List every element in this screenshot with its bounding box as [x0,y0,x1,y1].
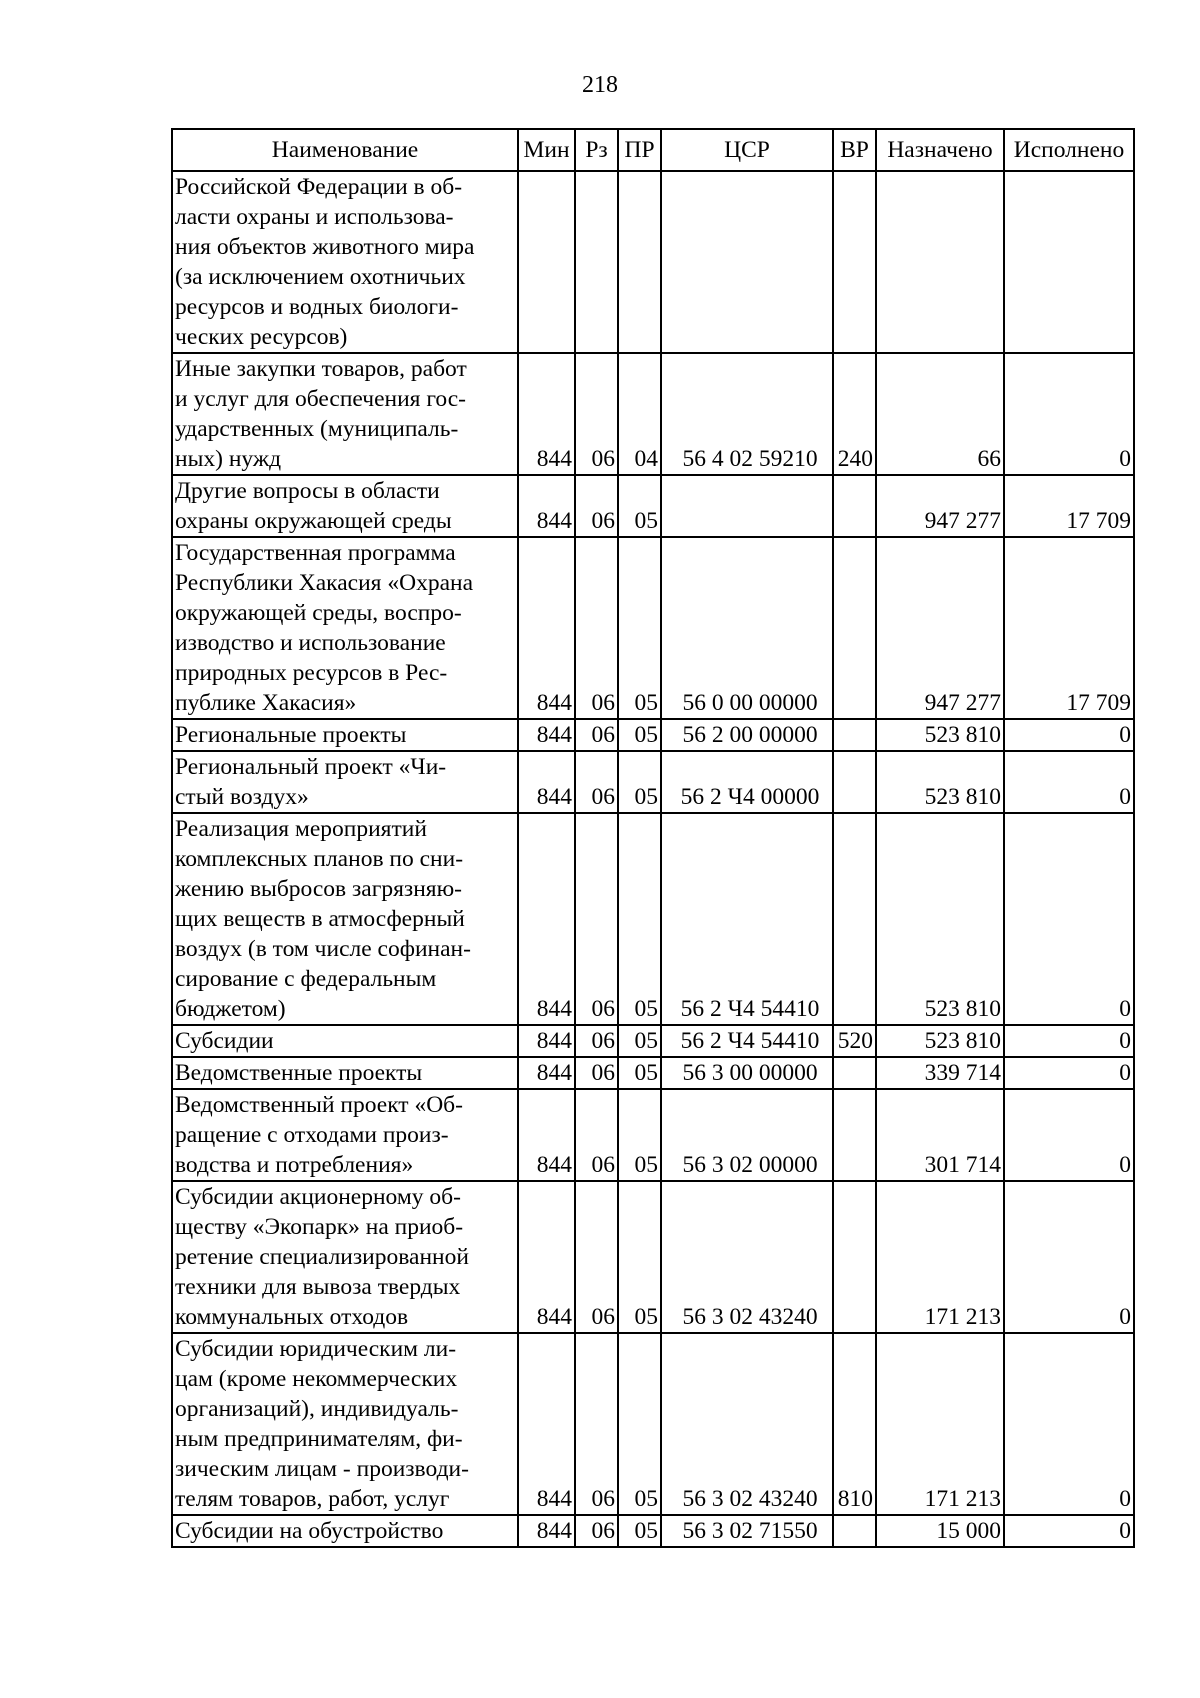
table-row [172,1333,1134,1515]
table-row [172,1515,1134,1547]
table-row [172,719,1134,751]
cell-csr: 56 4 02 59210 [661,353,833,475]
cell-name-line: водства и потребления» [175,1152,414,1178]
cell-name-line: Субсидии [175,1028,274,1054]
cell-name-line: стый воздух» [175,784,309,810]
cell-executed: 17 709 [1004,537,1134,719]
cell-name-line: щих веществ в атмосферный [175,906,465,932]
cell-assigned: 339 714 [876,1057,1004,1089]
cell-min: 844 [518,1057,575,1089]
cell-name-line: Ведомственный проект «Об- [175,1092,463,1118]
cell-vr [833,1089,876,1181]
cell-min: 844 [518,1515,575,1547]
cell-pr: 05 [618,475,661,537]
cell-name [172,813,518,1025]
cell-assigned: 947 277 [876,537,1004,719]
cell-executed: 0 [1004,1057,1134,1089]
cell-name-line: Другие вопросы в области [175,478,440,504]
cell-csr: 56 3 02 71550 [661,1515,833,1547]
cell-assigned: 171 213 [876,1333,1004,1515]
header-pr: ПР [618,129,661,171]
cell-name-line: ращение с отходами произ- [175,1122,449,1148]
cell-csr: 56 3 02 00000 [661,1089,833,1181]
cell-vr [833,1515,876,1547]
cell-executed: 0 [1004,1515,1134,1547]
cell-name-line: ударственных (муниципаль- [175,416,459,442]
cell-name-line: Региональный проект «Чи- [175,754,447,780]
cell-vr [833,1181,876,1333]
cell-assigned: 171 213 [876,1181,1004,1333]
cell-pr: 05 [618,751,661,813]
cell-name-line: телям товаров, работ, услуг [175,1486,450,1512]
cell-min: 844 [518,353,575,475]
cell-name-line: организаций), индивидуаль- [175,1396,459,1422]
cell-assigned: 15 000 [876,1515,1004,1547]
cell-rz: 06 [575,353,618,475]
cell-executed: 0 [1004,751,1134,813]
cell-name-line: Субсидии юридическим ли- [175,1336,457,1362]
cell-executed: 0 [1004,1089,1134,1181]
cell-rz: 06 [575,475,618,537]
cell-name-line: зическим лицам - производи- [175,1456,469,1482]
cell-name-line: ретение специализированной [175,1244,469,1270]
cell-pr: 05 [618,719,661,751]
cell-pr: 05 [618,537,661,719]
cell-rz: 06 [575,1089,618,1181]
cell-name-line: ных) нужд [175,446,282,472]
header-assigned: Назначено [876,129,1004,171]
cell-name-line: ния объектов животного мира [175,234,475,260]
cell-name-line: ресурсов и водных биологи- [175,294,459,320]
cell-executed: 0 [1004,719,1134,751]
cell-name [172,1025,518,1057]
cell-min: 844 [518,1333,575,1515]
cell-pr: 05 [618,1057,661,1089]
cell-name-line: ществу «Экопарк» на приоб- [175,1214,464,1240]
cell-rz: 06 [575,1025,618,1057]
cell-name-line: жению выбросов загрязняю- [175,876,462,902]
cell-name-line: коммунальных отходов [175,1304,409,1330]
cell-name-line: охраны окружающей среды [175,508,452,534]
cell-rz: 06 [575,719,618,751]
cell-executed: 0 [1004,1025,1134,1057]
cell-vr [833,719,876,751]
page-number: 218 [582,72,618,98]
cell-vr: 810 [833,1333,876,1515]
cell-assigned: 66 [876,353,1004,475]
cell-name-line: цам (кроме некоммерческих [175,1366,458,1392]
cell-name-line: Республики Хакасия «Охрана [175,570,474,596]
cell-rz: 06 [575,1057,618,1089]
cell-name-line: комплексных планов по сни- [175,846,464,872]
cell-min: 844 [518,751,575,813]
cell-pr: 05 [618,1515,661,1547]
cell-name [172,751,518,813]
cell-name-line: изводство и использование [175,630,446,656]
cell-name [172,1089,518,1181]
cell-assigned [876,171,1004,353]
cell-vr [833,751,876,813]
cell-name-line: сирование с федеральным [175,966,437,992]
cell-assigned: 523 810 [876,813,1004,1025]
cell-csr: 56 2 Ч4 00000 [661,751,833,813]
cell-name [172,171,518,353]
cell-min: 844 [518,719,575,751]
cell-name-line: (за исключением охотничьих [175,264,466,290]
header-vr: ВР [833,129,876,171]
cell-csr: 56 0 00 00000 [661,537,833,719]
cell-assigned: 523 810 [876,1025,1004,1057]
cell-name [172,719,518,751]
cell-name-line: техники для вывоза твердых [175,1274,461,1300]
cell-executed: 0 [1004,1333,1134,1515]
cell-rz: 06 [575,1515,618,1547]
cell-pr: 05 [618,813,661,1025]
cell-name-line: ческих ресурсов) [175,324,348,350]
cell-executed: 0 [1004,1181,1134,1333]
cell-csr: 56 3 00 00000 [661,1057,833,1089]
table-row [172,475,1134,537]
cell-min: 844 [518,537,575,719]
header-executed: Исполнено [1004,129,1134,171]
cell-name-line: Российской Федерации в об- [175,174,463,200]
cell-rz: 06 [575,813,618,1025]
cell-name [172,537,518,719]
cell-assigned: 523 810 [876,719,1004,751]
cell-csr: 56 3 02 43240 [661,1181,833,1333]
cell-name-line: Иные закупки товаров, работ [175,356,467,382]
cell-executed: 0 [1004,353,1134,475]
cell-vr [833,813,876,1025]
cell-name [172,353,518,475]
cell-name-line: Региональные проекты [175,722,407,748]
table-row [172,353,1134,475]
table-body [172,171,1134,1547]
cell-rz: 06 [575,537,618,719]
cell-executed [1004,171,1134,353]
cell-vr [833,1057,876,1089]
cell-vr: 520 [833,1025,876,1057]
cell-name-line: природных ресурсов в Рес- [175,660,448,686]
cell-csr [661,171,833,353]
cell-assigned: 947 277 [876,475,1004,537]
cell-pr: 05 [618,1181,661,1333]
cell-csr: 56 2 Ч4 54410 [661,1025,833,1057]
table-row [172,537,1134,719]
cell-pr: 05 [618,1333,661,1515]
cell-vr [833,171,876,353]
header-csr: ЦСР [661,129,833,171]
cell-name [172,1333,518,1515]
cell-name-line: Субсидии на обустройство [175,1518,444,1544]
header-rz: Рз [575,129,618,171]
table-header-row [172,129,1134,171]
cell-pr: 04 [618,353,661,475]
cell-assigned: 523 810 [876,751,1004,813]
table-row [172,1181,1134,1333]
table-row [172,1057,1134,1089]
cell-pr: 05 [618,1089,661,1181]
cell-name [172,1181,518,1333]
cell-name [172,1515,518,1547]
cell-pr: 05 [618,1025,661,1057]
header-min: Мин [518,129,575,171]
cell-rz: 06 [575,1181,618,1333]
cell-csr: 56 3 02 43240 [661,1333,833,1515]
budget-table [171,128,1135,1548]
cell-name-line: публике Хакасия» [175,690,357,716]
header-name: Наименование [172,129,518,171]
cell-min: 844 [518,813,575,1025]
cell-name [172,1057,518,1089]
cell-name-line: ласти охраны и использова- [175,204,454,230]
table-row [172,751,1134,813]
cell-name-line: ным предпринимателям, фи- [175,1426,463,1452]
cell-name-line: Субсидии акционерному об- [175,1184,461,1210]
cell-min: 844 [518,1089,575,1181]
cell-csr [661,475,833,537]
cell-pr [618,171,661,353]
cell-rz: 06 [575,751,618,813]
cell-vr: 240 [833,353,876,475]
cell-rz [575,171,618,353]
cell-min: 844 [518,475,575,537]
cell-name-line: бюджетом) [175,996,286,1022]
table-row [172,1089,1134,1181]
table-row [172,171,1134,353]
cell-assigned: 301 714 [876,1089,1004,1181]
cell-min [518,171,575,353]
cell-name [172,475,518,537]
cell-csr: 56 2 Ч4 54410 [661,813,833,1025]
cell-vr [833,537,876,719]
cell-min: 844 [518,1025,575,1057]
cell-executed: 17 709 [1004,475,1134,537]
cell-executed: 0 [1004,813,1134,1025]
cell-csr: 56 2 00 00000 [661,719,833,751]
cell-name-line: Реализация мероприятий [175,816,427,842]
cell-name-line: окружающей среды, воспро- [175,600,462,626]
cell-name-line: и услуг для обеспечения гос- [175,386,466,412]
table-row [172,1025,1134,1057]
cell-rz: 06 [575,1333,618,1515]
cell-name-line: Государственная программа [175,540,456,566]
cell-name-line: Ведомственные проекты [175,1060,423,1086]
cell-min: 844 [518,1181,575,1333]
cell-name-line: воздух (в том числе софинан- [175,936,471,962]
table-row [172,813,1134,1025]
cell-vr [833,475,876,537]
